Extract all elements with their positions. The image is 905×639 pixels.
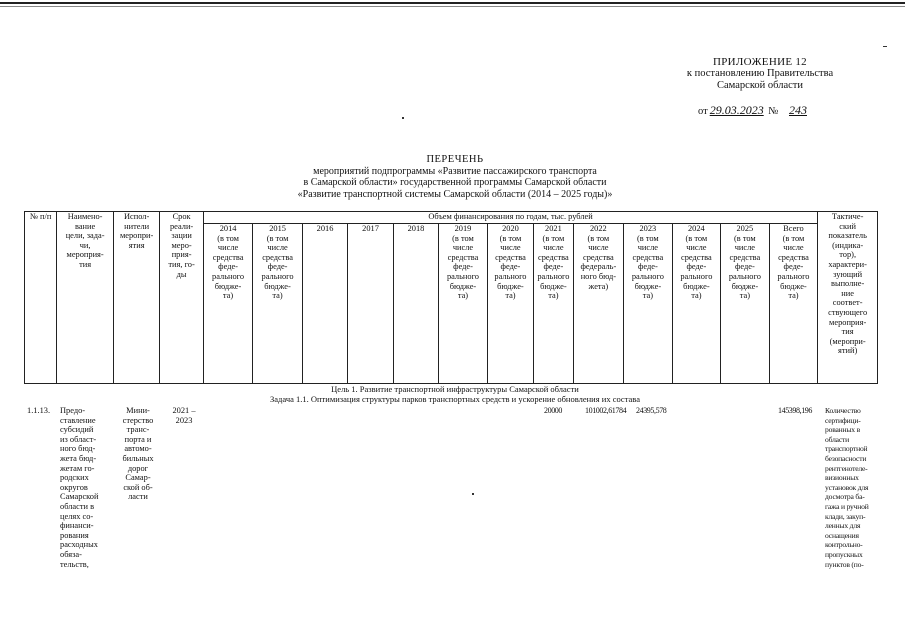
header-year-2021: 2021 (в том числе средства феде- рального бюдже- та) <box>534 224 573 384</box>
document-title-line-1: мероприятий подпрограммы «Развитие пассажирского транспорта <box>313 165 597 177</box>
top-border-line-thin <box>0 6 905 7</box>
scan-speck <box>883 46 887 47</box>
header-number: № п/п <box>25 212 57 384</box>
header-name: Наимено- вание цели, зада- чи, мероприя- тия <box>57 212 114 384</box>
top-border-line <box>0 2 905 4</box>
document-heading: ПЕРЕЧЕНЬ <box>426 154 484 165</box>
header-funding-group: Объем финансирования по годам, тыс. рублей <box>203 212 817 224</box>
decree-date-number <box>698 103 815 118</box>
date-value: 29.03.2023 <box>709 103 764 117</box>
document-title <box>200 154 710 200</box>
document-title-line-3: «Развитие транспортной системы Самарской области (2014 – 2025 годы)» <box>297 188 613 200</box>
goal-section <box>200 384 710 404</box>
task-text: Задача 1.1. Оптимизация структуры парков транспортных средств и ускорение обновления их состава <box>270 394 640 404</box>
header-year-2014: 2014 (в том числе средства феде- рального бюдже- та) <box>203 224 253 384</box>
goal-text: Цель 1. Развитие транспортной инфраструктуры Самарской области <box>331 384 579 394</box>
header-year-2022: 2022 (в том числе средства федераль- ного бюд- жета) <box>573 224 624 384</box>
number-prefix: № <box>768 106 779 117</box>
header-executors: Испол- нители меропри- ятия <box>113 212 159 384</box>
row-executor: Мини- стерство транс- порта и автомо- бильных дорог Самар- ской об- ласти <box>122 406 154 502</box>
appendix-title: ПРИЛОЖЕНИЕ 12 <box>713 56 807 68</box>
appendix-line-2: Самарской области <box>717 80 803 91</box>
header-indicator: Тактиче- ский показатель (индика- тор), характери- зующий выполне- ние соответ- ствующего мероприя- тия (меропри- ятий) <box>818 212 878 384</box>
row-value-total: 145398,196 <box>778 406 813 415</box>
header-year-2016: 2016 <box>302 224 347 384</box>
header-year-2019: 2019 (в том числе средства феде- рального бюдже- та) <box>439 224 488 384</box>
header-term: Срок реали- зации меро- прия- тия, го- ды <box>160 212 203 384</box>
header-year-2023: 2023 (в том числе средства феде- рального бюдже- та) <box>624 224 673 384</box>
row-value-2021: 20000 <box>544 406 563 415</box>
header-year-2024: 2024 (в том числе средства феде- рального бюдже- та) <box>672 224 721 384</box>
row-name: Предо- ставление субсидий из област- ного бюд- жета бюд- жетам го- родских округов Самарской области в целях со- финанси- рования расходных обяза- тельств, <box>60 406 99 569</box>
appendix-header <box>660 56 860 92</box>
header-year-2015: 2015 (в том числе средства феде- рального бюдже- та) <box>253 224 303 384</box>
funding-table <box>24 211 878 384</box>
header-total: Всего (в том числе средства феде- рального бюдже- та) <box>769 224 818 384</box>
header-year-2020: 2020 (в том числе средства феде- рального бюдже- та) <box>487 224 533 384</box>
row-term: 2021 – 2023 <box>172 406 196 425</box>
number-value: 243 <box>788 103 807 117</box>
header-year-2025: 2025 (в том числе средства феде- рального бюдже- та) <box>721 224 770 384</box>
scan-speck <box>472 493 474 495</box>
row-number: 1.1.13. <box>27 406 51 415</box>
header-year-2018: 2018 <box>393 224 438 384</box>
row-value-2022: 101002,61784 <box>585 406 627 415</box>
document-title-line-2: в Самарской области» государственной программы Самарской области <box>303 177 607 188</box>
date-prefix: от <box>698 106 708 117</box>
row-value-2023: 24395,578 <box>636 406 667 415</box>
row-indicator: Количество сертифици- рованных в области транспортной безопасности рентгенотеле- визионных установок для досмотра ба- гажа и ручной клади, закуп- ленных для оснащения контрольно- пропускных пунктов (по- <box>825 406 869 569</box>
scan-speck <box>402 117 404 119</box>
appendix-line-1: к постановлению Правительства <box>686 68 834 79</box>
header-year-2017: 2017 <box>348 224 393 384</box>
